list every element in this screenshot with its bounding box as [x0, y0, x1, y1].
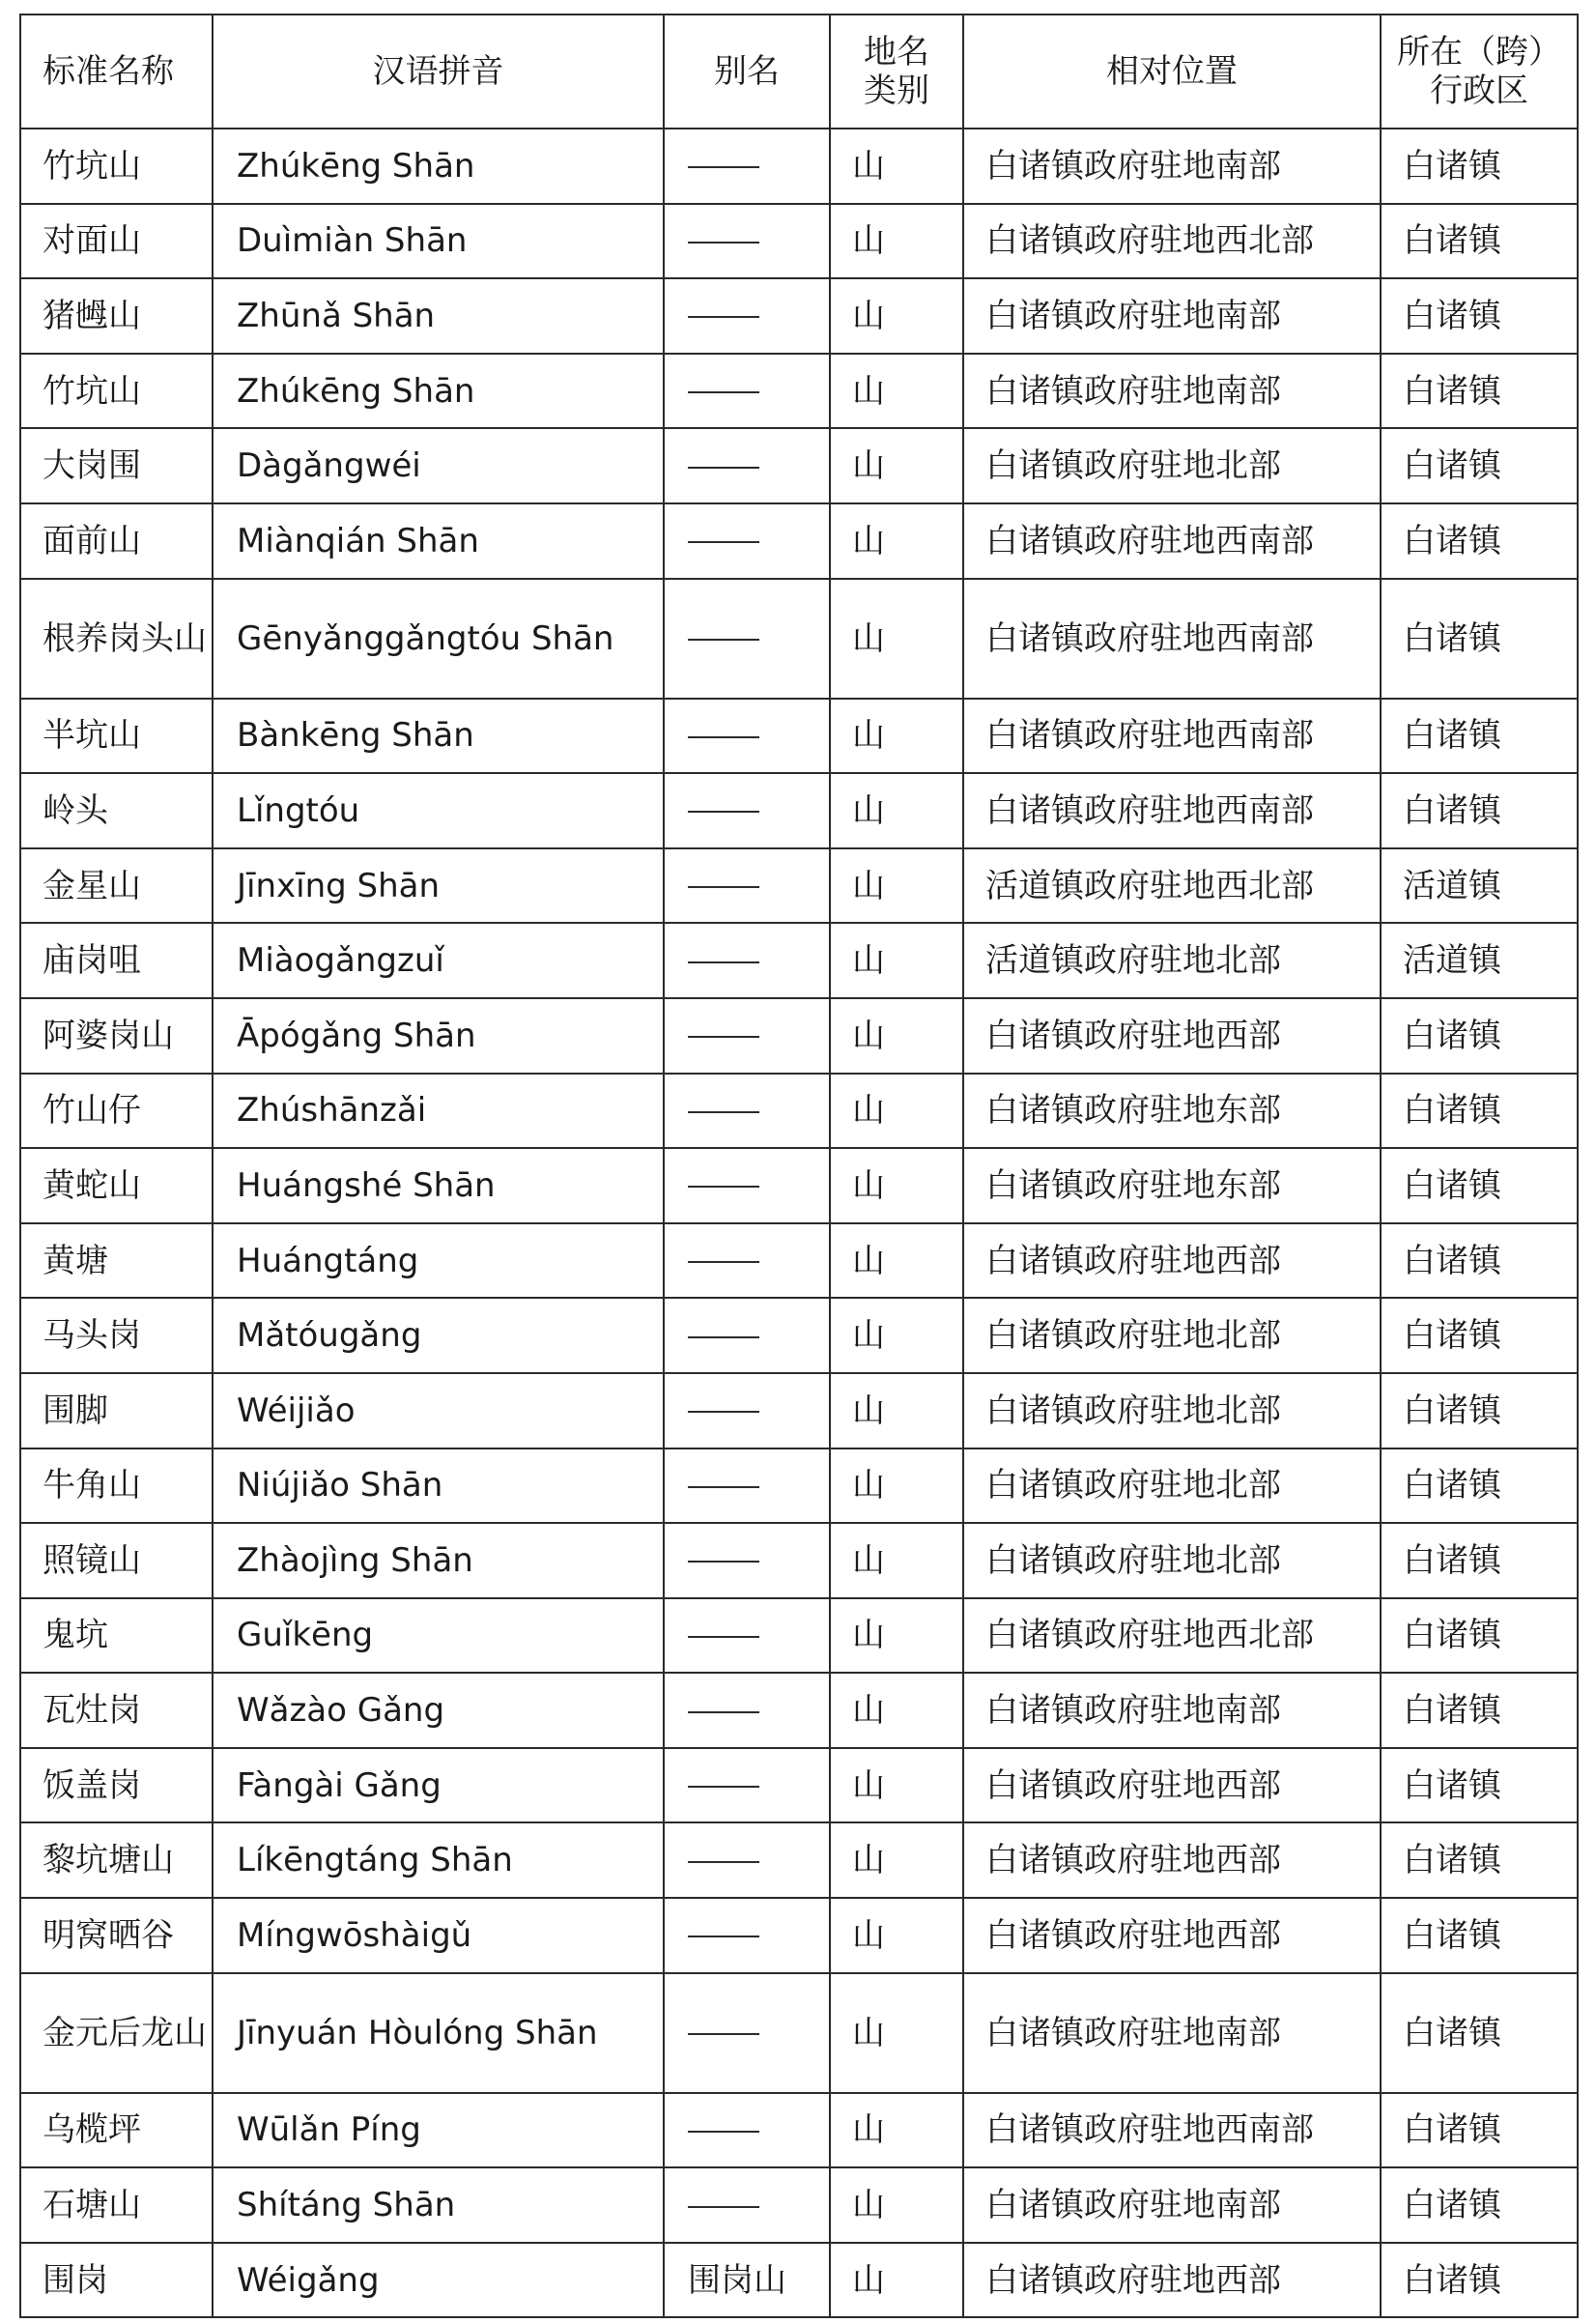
cell-location: 白诸镇政府驻地北部: [963, 1523, 1381, 1598]
table-body: [20, 129, 1578, 2317]
table-row: [20, 699, 1578, 774]
cell-pinyin: Mǎtóugǎng: [213, 1298, 664, 1373]
table-row: [20, 503, 1578, 579]
cell-pinyin: Wéigǎng: [213, 2243, 664, 2318]
alias-dash: [688, 467, 759, 469]
cell-name: [20, 1748, 213, 1823]
header-type-line1: 地名: [864, 33, 929, 72]
cell-alias: [664, 1898, 830, 1973]
cell-alias: [664, 1748, 830, 1823]
cell-location: 白诸镇政府驻地北部: [963, 428, 1381, 503]
alias-dash: [688, 2033, 759, 2035]
cell-admin: 白诸镇: [1381, 129, 1578, 204]
cell-alias: [664, 1822, 830, 1898]
table-row: [20, 1448, 1578, 1524]
cell-pinyin: Jīnxīng Shān: [213, 848, 664, 924]
cell-pinyin: Fàngài Gǎng: [213, 1748, 664, 1823]
alias-dash: [688, 166, 759, 168]
cell-type: 山: [830, 1822, 963, 1898]
table-row: [20, 1973, 1578, 2093]
table-row: [20, 998, 1578, 1074]
cell-location: 白诸镇政府驻地北部: [963, 1448, 1381, 1524]
alias-dash: [688, 1036, 759, 1038]
alias-dash: [688, 1261, 759, 1263]
cell-alias: [664, 1598, 830, 1674]
cell-name: [20, 923, 213, 998]
header-type: [830, 14, 963, 129]
table-row: [20, 204, 1578, 279]
cell-pinyin: Zhūnǎ Shān: [213, 278, 664, 354]
header-name: 标准名称: [20, 14, 213, 129]
name-text: 大岗围: [43, 446, 141, 486]
cell-alias: [664, 1973, 830, 2093]
cell-name: [20, 1898, 213, 1973]
cell-admin: 白诸镇: [1381, 2243, 1578, 2318]
header-alias: 别名: [664, 14, 830, 129]
alias-dash: [688, 2206, 759, 2208]
cell-location: 白诸镇政府驻地南部: [963, 1673, 1381, 1748]
cell-admin: 白诸镇: [1381, 1822, 1578, 1898]
cell-admin: 白诸镇: [1381, 1673, 1578, 1748]
cell-location: 白诸镇政府驻地西部: [963, 2243, 1381, 2318]
cell-pinyin: Zhàojìng Shān: [213, 1523, 664, 1598]
cell-admin: 白诸镇: [1381, 2167, 1578, 2243]
cell-admin: 白诸镇: [1381, 1148, 1578, 1223]
table-row: [20, 2243, 1578, 2318]
name-text: 金元后龙山: [43, 2013, 207, 2052]
header-type-line2: 类别: [864, 72, 929, 110]
cell-admin: 白诸镇: [1381, 1298, 1578, 1373]
cell-location: 白诸镇政府驻地西南部: [963, 773, 1381, 848]
header-pinyin: 汉语拼音: [213, 14, 664, 129]
name-text: 庙岗咀: [43, 941, 141, 981]
cell-pinyin: Āpógǎng Shān: [213, 998, 664, 1074]
cell-alias: [664, 503, 830, 579]
cell-type: 山: [830, 1673, 963, 1748]
cell-admin: 白诸镇: [1381, 1074, 1578, 1149]
alias-dash: [688, 391, 759, 393]
cell-type: 山: [830, 204, 963, 279]
alias-dash: [688, 886, 759, 888]
cell-name: [20, 773, 213, 848]
cell-type: 山: [830, 1523, 963, 1598]
cell-admin: 白诸镇: [1381, 503, 1578, 579]
cell-pinyin: Zhúkēng Shān: [213, 129, 664, 204]
name-text: 半坑山: [43, 716, 141, 756]
cell-admin: 白诸镇: [1381, 1598, 1578, 1674]
cell-type: 山: [830, 998, 963, 1074]
table-row: [20, 354, 1578, 429]
cell-pinyin: Shítáng Shān: [213, 2167, 664, 2243]
cell-admin: 白诸镇: [1381, 428, 1578, 503]
name-text: 黄蛇山: [43, 1165, 141, 1205]
cell-alias: [664, 129, 830, 204]
cell-name: [20, 1523, 213, 1598]
name-text: 根养岗头山: [43, 618, 207, 658]
cell-type: 山: [830, 1298, 963, 1373]
table-row: [20, 579, 1578, 699]
name-text: 乌榄坪: [43, 2110, 141, 2150]
table-row: [20, 1223, 1578, 1299]
table-row: [20, 773, 1578, 848]
name-text: 牛角山: [43, 1466, 141, 1506]
name-text: 竹山仔: [43, 1091, 141, 1131]
cell-name: [20, 1148, 213, 1223]
name-text: 黄塘: [43, 1241, 108, 1280]
cell-location: 白诸镇政府驻地东部: [963, 1148, 1381, 1223]
cell-alias: [664, 204, 830, 279]
cell-name: [20, 503, 213, 579]
cell-name: [20, 2167, 213, 2243]
cell-pinyin: Dàgǎngwéi: [213, 428, 664, 503]
table-row: [20, 428, 1578, 503]
cell-pinyin: Gēnyǎnggǎngtóu Shān: [213, 579, 664, 699]
cell-admin: 白诸镇: [1381, 1748, 1578, 1823]
cell-type: 山: [830, 1448, 963, 1524]
header-admin-line2: 行政区: [1430, 72, 1528, 110]
name-text: 饭盖岗: [43, 1765, 141, 1805]
table-row: [20, 1673, 1578, 1748]
cell-name: [20, 579, 213, 699]
cell-name: [20, 1822, 213, 1898]
cell-admin: 白诸镇: [1381, 2093, 1578, 2168]
cell-admin: 活道镇: [1381, 923, 1578, 998]
name-text: 金星山: [43, 866, 141, 905]
cell-type: 山: [830, 1598, 963, 1674]
name-text: 照镜山: [43, 1540, 141, 1580]
cell-admin: 白诸镇: [1381, 1898, 1578, 1973]
cell-pinyin: Huángtáng: [213, 1223, 664, 1299]
cell-name: [20, 354, 213, 429]
cell-type: 山: [830, 428, 963, 503]
cell-type: 山: [830, 1223, 963, 1299]
cell-type: 山: [830, 848, 963, 924]
cell-name: [20, 204, 213, 279]
cell-alias: [664, 998, 830, 1074]
cell-alias: [664, 354, 830, 429]
header-admin-line1: 所在（跨）: [1397, 33, 1561, 72]
cell-pinyin: Guǐkēng: [213, 1598, 664, 1674]
cell-pinyin: Zhúshānzǎi: [213, 1074, 664, 1149]
cell-pinyin: Jīnyuán Hòulóng Shān: [213, 1973, 664, 2093]
alias-dash: [688, 811, 759, 813]
cell-pinyin: Míngwōshàigǔ: [213, 1898, 664, 1973]
table-row: [20, 278, 1578, 354]
table-row: [20, 1598, 1578, 1674]
cell-location: 白诸镇政府驻地南部: [963, 2167, 1381, 2243]
name-text: 对面山: [43, 221, 141, 261]
cell-type: 山: [830, 1748, 963, 1823]
cell-admin: 白诸镇: [1381, 699, 1578, 774]
cell-type: 山: [830, 354, 963, 429]
table-row: [20, 1822, 1578, 1898]
name-text: 围岗: [43, 2260, 108, 2300]
cell-type: 山: [830, 773, 963, 848]
cell-type: 山: [830, 1074, 963, 1149]
cell-alias: [664, 428, 830, 503]
cell-alias: [664, 1223, 830, 1299]
table-row: [20, 1523, 1578, 1598]
cell-location: 白诸镇政府驻地西部: [963, 1223, 1381, 1299]
cell-type: 山: [830, 2093, 963, 2168]
table-header-row: [20, 14, 1578, 129]
name-text: 石塘山: [43, 2186, 141, 2225]
cell-alias: [664, 923, 830, 998]
cell-name: [20, 129, 213, 204]
cell-name: [20, 848, 213, 924]
cell-pinyin: Miànqián Shān: [213, 503, 664, 579]
cell-alias: 围岗山: [664, 2243, 830, 2318]
table-row: [20, 1898, 1578, 1973]
alias-dash: [688, 316, 759, 318]
cell-pinyin: Duìmiàn Shān: [213, 204, 664, 279]
alias-dash: [688, 1486, 759, 1488]
cell-admin: 白诸镇: [1381, 1973, 1578, 2093]
name-text: 岭头: [43, 790, 108, 830]
cell-name: [20, 278, 213, 354]
cell-name: [20, 2093, 213, 2168]
alias-dash: [688, 639, 759, 641]
name-text: 猪乸山: [43, 296, 141, 335]
header-location: 相对位置: [963, 14, 1381, 129]
name-text: 鬼坑: [43, 1616, 108, 1655]
table-row: [20, 1074, 1578, 1149]
cell-name: [20, 2243, 213, 2318]
cell-location: 白诸镇政府驻地西北部: [963, 1598, 1381, 1674]
cell-pinyin: Bànkēng Shān: [213, 699, 664, 774]
cell-alias: [664, 278, 830, 354]
cell-admin: 白诸镇: [1381, 579, 1578, 699]
alias-dash: [688, 1186, 759, 1188]
name-text: 竹坑山: [43, 146, 141, 186]
alias-dash: [688, 961, 759, 963]
name-text: 瓦灶岗: [43, 1691, 141, 1731]
cell-location: 白诸镇政府驻地西部: [963, 998, 1381, 1074]
cell-name: [20, 428, 213, 503]
cell-pinyin: Wǎzào Gǎng: [213, 1673, 664, 1748]
cell-location: 白诸镇政府驻地北部: [963, 1298, 1381, 1373]
table-row: [20, 1373, 1578, 1448]
cell-pinyin: Miàogǎngzuǐ: [213, 923, 664, 998]
cell-type: 山: [830, 1373, 963, 1448]
cell-type: 山: [830, 699, 963, 774]
cell-type: 山: [830, 503, 963, 579]
cell-pinyin: Wūlǎn Píng: [213, 2093, 664, 2168]
cell-admin: 白诸镇: [1381, 1523, 1578, 1598]
cell-location: 白诸镇政府驻地南部: [963, 278, 1381, 354]
cell-location: 白诸镇政府驻地西南部: [963, 579, 1381, 699]
alias-dash: [688, 2131, 759, 2133]
cell-name: [20, 699, 213, 774]
cell-name: [20, 1598, 213, 1674]
cell-location: 白诸镇政府驻地西北部: [963, 204, 1381, 279]
alias-dash: [688, 1111, 759, 1113]
cell-name: [20, 1223, 213, 1299]
cell-alias: [664, 1373, 830, 1448]
alias-dash: [688, 1711, 759, 1713]
cell-type: 山: [830, 1148, 963, 1223]
table-row: [20, 848, 1578, 924]
cell-type: 山: [830, 923, 963, 998]
table-row: [20, 2167, 1578, 2243]
cell-alias: [664, 1148, 830, 1223]
cell-alias: [664, 699, 830, 774]
cell-location: 白诸镇政府驻地南部: [963, 1973, 1381, 2093]
alias-dash: [688, 1786, 759, 1788]
cell-alias: [664, 2167, 830, 2243]
cell-name: [20, 1973, 213, 2093]
alias-dash: [688, 1336, 759, 1338]
name-text: 马头岗: [43, 1316, 141, 1356]
cell-location: 活道镇政府驻地北部: [963, 923, 1381, 998]
cell-location: 白诸镇政府驻地南部: [963, 129, 1381, 204]
cell-location: 白诸镇政府驻地西部: [963, 1748, 1381, 1823]
cell-alias: [664, 1523, 830, 1598]
cell-admin: 白诸镇: [1381, 1223, 1578, 1299]
cell-pinyin: Niújiǎo Shān: [213, 1448, 664, 1524]
cell-name: [20, 1673, 213, 1748]
name-text: 阿婆岗山: [43, 1016, 174, 1055]
cell-name: [20, 1448, 213, 1524]
cell-location: 白诸镇政府驻地东部: [963, 1074, 1381, 1149]
cell-name: [20, 1373, 213, 1448]
cell-admin: 活道镇: [1381, 848, 1578, 924]
table-row: [20, 1298, 1578, 1373]
cell-pinyin: Lǐngtóu: [213, 773, 664, 848]
alias-dash: [688, 541, 759, 543]
cell-name: [20, 1074, 213, 1149]
cell-name: [20, 998, 213, 1074]
alias-dash: [688, 1936, 759, 1937]
alias-dash: [688, 736, 759, 738]
cell-admin: 白诸镇: [1381, 998, 1578, 1074]
table-row: [20, 923, 1578, 998]
name-text: 黎坑塘山: [43, 1841, 174, 1880]
cell-admin: 白诸镇: [1381, 354, 1578, 429]
cell-location: 白诸镇政府驻地西南部: [963, 699, 1381, 774]
alias-dash: [688, 242, 759, 244]
cell-admin: 白诸镇: [1381, 773, 1578, 848]
cell-location: 活道镇政府驻地西北部: [963, 848, 1381, 924]
header-admin: [1381, 14, 1578, 129]
cell-alias: [664, 1448, 830, 1524]
table-row: [20, 1148, 1578, 1223]
cell-type: 山: [830, 1973, 963, 2093]
cell-pinyin: Huángshé Shān: [213, 1148, 664, 1223]
cell-alias: [664, 1673, 830, 1748]
cell-location: 白诸镇政府驻地西部: [963, 1898, 1381, 1973]
name-text: 竹坑山: [43, 371, 141, 411]
cell-pinyin: Wéijiǎo: [213, 1373, 664, 1448]
alias-dash: [688, 1636, 759, 1638]
cell-name: [20, 1298, 213, 1373]
name-text: 面前山: [43, 521, 141, 560]
cell-admin: 白诸镇: [1381, 204, 1578, 279]
cell-type: 山: [830, 278, 963, 354]
cell-location: 白诸镇政府驻地南部: [963, 354, 1381, 429]
cell-alias: [664, 848, 830, 924]
name-text: 围脚: [43, 1391, 108, 1430]
cell-location: 白诸镇政府驻地西南部: [963, 503, 1381, 579]
table-row: [20, 1748, 1578, 1823]
table-row: [20, 129, 1578, 204]
cell-pinyin: Líkēngtáng Shān: [213, 1822, 664, 1898]
cell-location: 白诸镇政府驻地北部: [963, 1373, 1381, 1448]
cell-type: 山: [830, 2243, 963, 2318]
cell-type: 山: [830, 1898, 963, 1973]
alias-dash: [688, 1411, 759, 1413]
cell-alias: [664, 773, 830, 848]
alias-dash: [688, 1561, 759, 1563]
cell-pinyin: Zhúkēng Shān: [213, 354, 664, 429]
cell-type: 山: [830, 2167, 963, 2243]
place-names-table: [19, 14, 1579, 2318]
cell-alias: [664, 1074, 830, 1149]
table-row: [20, 2093, 1578, 2168]
cell-alias: [664, 2093, 830, 2168]
cell-alias: [664, 579, 830, 699]
cell-type: 山: [830, 579, 963, 699]
cell-alias: [664, 1298, 830, 1373]
cell-admin: 白诸镇: [1381, 1373, 1578, 1448]
cell-location: 白诸镇政府驻地西南部: [963, 2093, 1381, 2168]
cell-type: 山: [830, 129, 963, 204]
name-text: 明窝晒谷: [43, 1915, 174, 1955]
alias-dash: [688, 1861, 759, 1863]
cell-admin: 白诸镇: [1381, 1448, 1578, 1524]
cell-location: 白诸镇政府驻地西部: [963, 1822, 1381, 1898]
cell-admin: 白诸镇: [1381, 278, 1578, 354]
